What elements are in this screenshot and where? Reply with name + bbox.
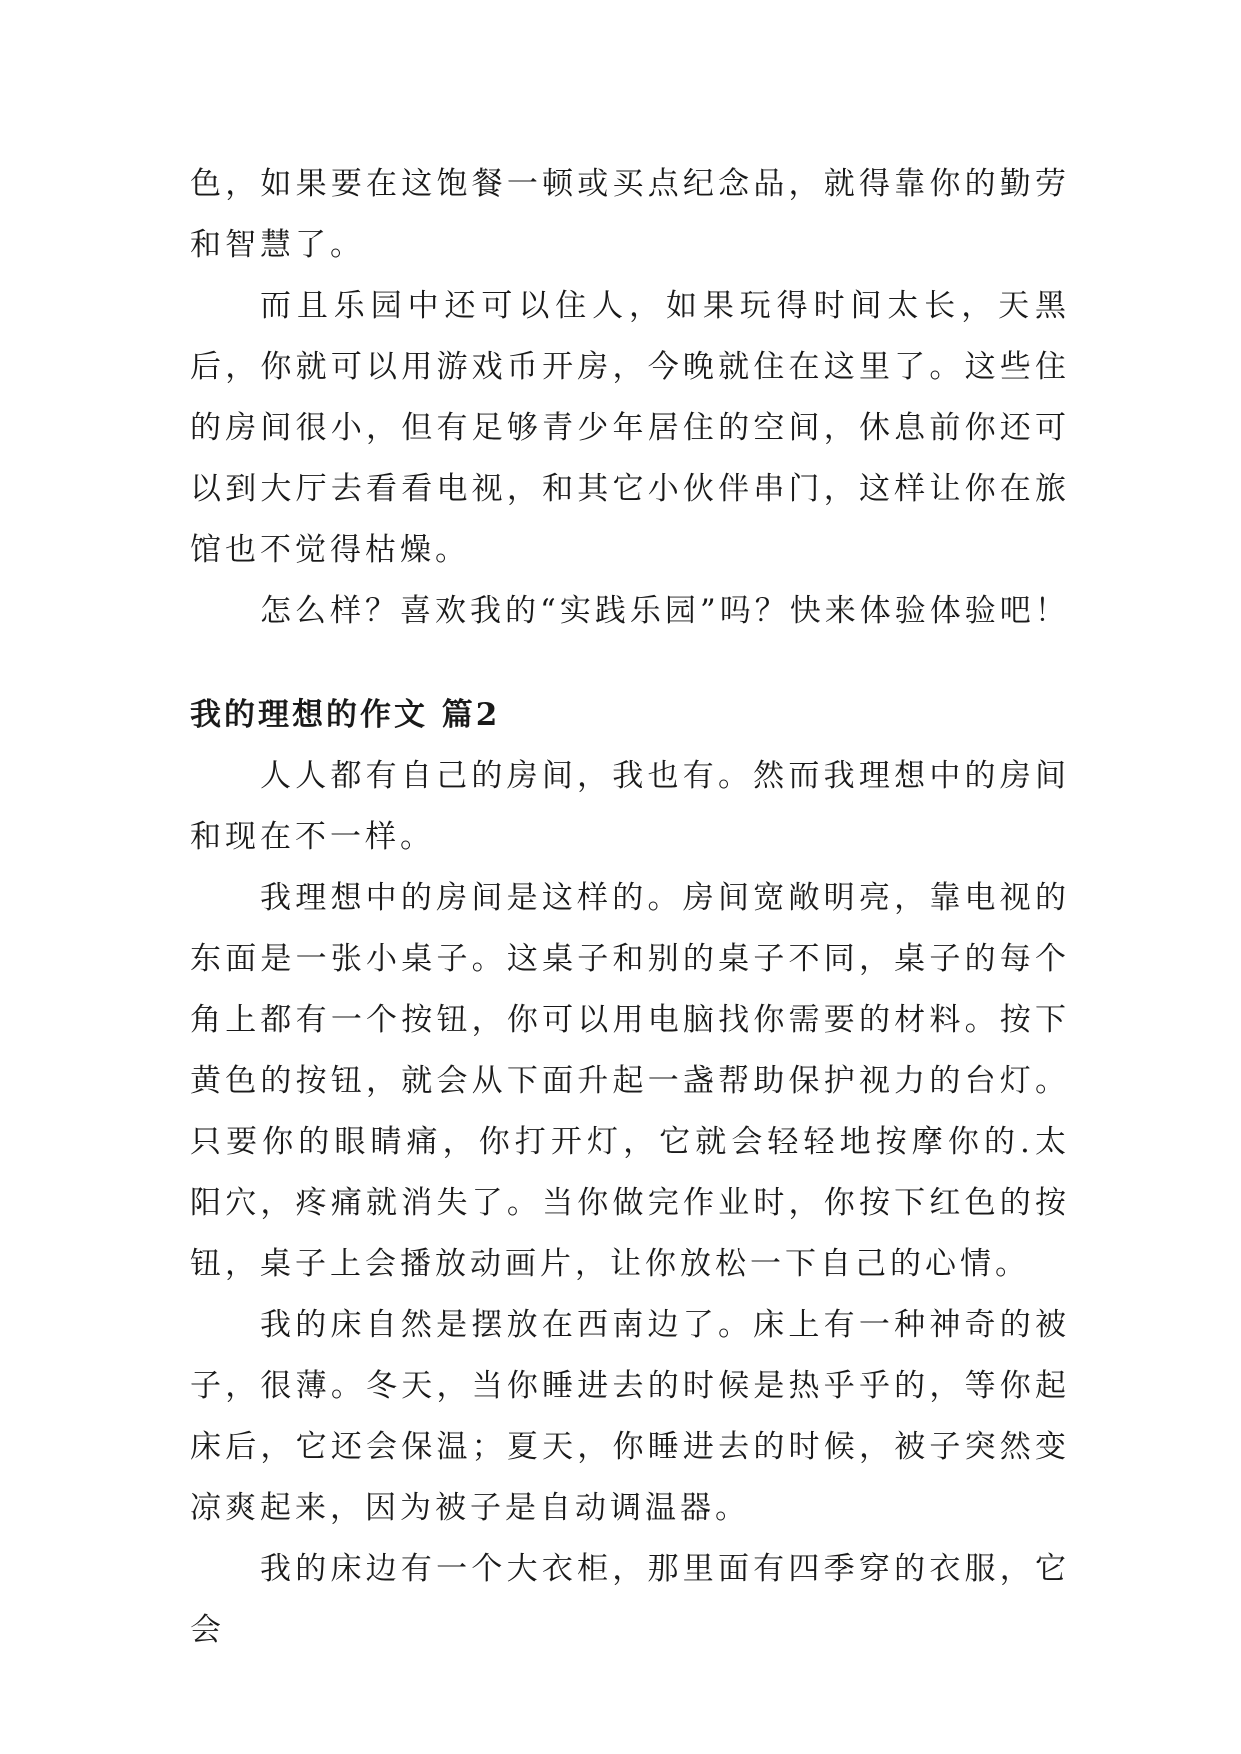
paragraph-desk: 我理想中的房间是这样的。房间宽敞明亮，靠电视的东面是一张小桌子。这桌子和别的桌子不同，桌子的每个角上都有一个按钮，你可以用电脑找你需要的材料。按下黄色的按钮，就会从下面升起一盏帮助保护视力的台灯。只要你的眼睛痛，你打开灯，它就会轻轻地按摩你的.太阳穴，疼痛就消失了。当你做完作业时，你按下红色的按钮，桌子上会播放动画片，让你放松一下自己的心情。 bbox=[190, 880, 1070, 1282]
paragraph-intro: 人人都有自己的房间，我也有。然而我理想中的房间和现在不一样。 bbox=[190, 758, 1070, 855]
paragraph-closing: 怎么样？喜欢我的“实践乐园”吗？快来体验体验吧！ bbox=[260, 593, 1070, 629]
paragraph-bed: 我的床自然是摆放在西南边了。床上有一种神奇的被子，很薄。冬天，当你睡进去的时候是热乎乎的，等你起床后，它还会保温；夏天，你睡进去的时候，被子突然变凉爽起来，因为被子是自动调温器。 bbox=[190, 1307, 1070, 1526]
paragraph-lodging: 而且乐园中还可以住人，如果玩得时间太长，天黑后，你就可以用游戏币开房，今晚就住在这里了。这些住的房间很小，但有足够青少年居住的空间，休息前你还可以到大厅去看看电视，和其它小伙伴串门，这样让你在旅馆也不觉得枯燥。 bbox=[190, 288, 1070, 568]
paragraph-wardrobe: 我的床边有一个大衣柜，那里面有四季穿的衣服，它会 bbox=[190, 1551, 1070, 1648]
section-title: 我的理想的作文 篇2 bbox=[190, 697, 501, 733]
document-body bbox=[190, 154, 1070, 1661]
paragraph-continuation: 色，如果要在这饱餐一顿或买点纪念品，就得靠你的勤劳和智慧了。 bbox=[190, 166, 1070, 263]
